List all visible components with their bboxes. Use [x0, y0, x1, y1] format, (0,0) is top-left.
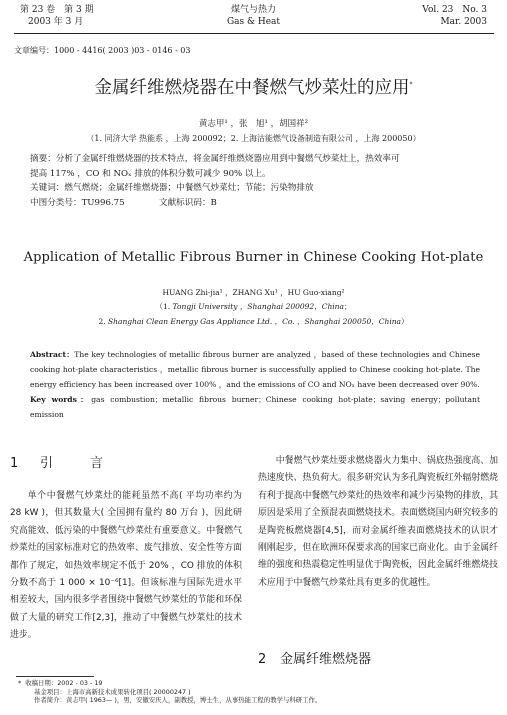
- section-1-body: [10, 488, 242, 645]
- title-zh-block: [0, 74, 507, 99]
- affiliation-en-1-end: ；: [343, 302, 352, 311]
- abstract-zh-line-1: 摘要：分析了金属纤维燃烧器的技术特点，将金属纤维燃烧器应用到中餐燃气炒菜灶上，热效率可: [30, 154, 400, 164]
- affiliation-en-2-org: Shanghai Clean Energy Gas Appliance Ltd. ，Co. ，Shanghai 200050，China: [108, 317, 402, 326]
- footnote-author: 作者简介：黄志甲( 1963— )，男，安徽安庆人，副教授，博士生，从事热能工程的教学与科研工作。: [34, 696, 322, 704]
- keywords-en-label: Key words：: [30, 395, 92, 404]
- abstract-en-body: [30, 347, 480, 392]
- affiliation-zh: （1. 同济大学 热能系 ，上海 200092；2. 上海沽能燃气设备制造有限公司 ，上海 200050）: [86, 134, 421, 143]
- abstract-en-text: The key technologies of metallic fibrous burner are analyzed ，based of these technologies and Chinese cooking hot-plate characteristics ，metallic fibrous burner is successfully applied to Chinese cooking hot-plate. The energy efficiency has been increased over 100% ，and the emissions of CO and NOₓ have been decreased over 90%.: [30, 350, 480, 389]
- footnote-rule: [16, 676, 94, 677]
- header-date-en: Mar. 2003: [440, 17, 487, 27]
- header-date-zh: 2003 年 3 月: [28, 17, 84, 27]
- section-1-heading: [10, 456, 103, 472]
- keywords-en-body: [30, 392, 480, 422]
- section-1-paragraph: 单个中餐燃气炒菜灶的能耗虽然不高( 平均功率约为 28 kW )，但其数量大( 全国拥有量约 80 万台 )，因此研究高能效、低污染的中餐燃气炒菜灶有重要意义。中餐燃气炒菜灶的国家标准对它的热效率、废气排放、安全性等方面都作了规定，如热效率规定不低于 20% ，CO 排放的体积分数不高于 1 000 × 10⁻⁶[1]。但该标准与国际先进水平相差较大，国内很多学者围绕中餐燃气炒菜灶的节能和环保做了大量的研究工作[2,3]，推动了中餐燃气炒菜灶的技术进步。: [10, 491, 242, 641]
- section-2-heading: [258, 652, 371, 668]
- keywords-en-text: gas combustion；metallic fibrous burner；Chinese cooking hot-plate；saving energy；pollutant emission: [30, 395, 481, 419]
- affiliation-en-2-end: ）: [401, 317, 409, 326]
- right-column-body: [258, 453, 498, 592]
- abstract-zh: [30, 152, 480, 210]
- section-1-title-a: 引: [40, 456, 54, 471]
- header-rule: [14, 33, 494, 34]
- affiliation-en-1: [0, 301, 507, 312]
- section-1-title-b: 言: [90, 456, 104, 471]
- header-volume-issue-zh: 第 23 卷 第 3 期: [20, 5, 94, 15]
- article-number: 文章编号：1000 - 4416( 2003 )03 - 0146 - 03: [14, 46, 191, 55]
- affiliation-en-1-num: （1.: [155, 302, 173, 311]
- authors-zh: 黄志甲¹ ，张 旭¹ ，胡国祥²: [198, 119, 309, 129]
- affiliation-en-2: [0, 316, 507, 327]
- keywords-zh: 关键词：燃气燃烧；金属纤维燃烧器；中餐燃气炒菜灶；节能；污染物排放: [30, 183, 314, 193]
- section-2-number: 2: [258, 652, 267, 667]
- section-1-number: 1: [10, 456, 19, 471]
- footnote-received-text: 收稿日期：2002 - 03 - 19: [25, 679, 103, 687]
- title-zh: 金属纤维燃烧器在中餐燃气炒菜灶的应用: [94, 77, 410, 98]
- abstract-en: [30, 347, 480, 422]
- right-column-paragraph: 中餐燃气炒菜灶要求燃烧器火力集中、锅底热强度高、加热速度快、热负荷大。很多研究认为多孔陶瓷板红外辐射燃烧有利于提高中餐燃气炒菜灶的热效率和减少污染物的排放，其原因是采用了全预混表面燃烧技术。表面燃烧国内研究较多的是陶瓷板燃烧器[4,5]，而对金属纤维表面燃烧技术的认识才刚刚起步，但在欧洲环保要求高的国家已商业化。由于金属纤维的强度和热震稳定性明显优于陶瓷板，因此金属纤维燃烧技术应用于中餐燃气炒菜灶具有更多的优越性。: [258, 456, 498, 588]
- footnotes: [18, 679, 321, 705]
- header-volume-en-block: [422, 4, 487, 28]
- footnote-received: [18, 679, 321, 688]
- classification-zh: 中图分类号：TU996.75 文献标识码：B: [30, 197, 217, 208]
- footnote-fund: 基金项目：上海市高新技术成果转化项目( 20000247 ): [34, 687, 191, 696]
- affiliation-en-2-num: 2.: [98, 317, 109, 326]
- header-journal-zh: 煤气与热力: [230, 5, 276, 15]
- title-footnote-mark: *: [409, 81, 413, 88]
- footnote-star: *: [18, 679, 26, 687]
- section-2-title: 金属纤维燃烧器: [280, 652, 372, 667]
- abstract-zh-line-2: 提高 117% ，CO 和 NOₓ 排放的体积分数可减少 90% 以上。: [30, 168, 271, 179]
- abstract-en-label: Abstract：: [30, 350, 75, 359]
- authors-en: HUANG Zhi-jia¹ ，ZHANG Xu¹ ，HU Guo-xiang²: [162, 288, 345, 297]
- title-en: Application of Metallic Fibrous Burner in Chinese Cooking Hot-plate: [23, 250, 484, 265]
- header-volume-issue-en: Vol. 23 No. 3: [422, 5, 487, 15]
- header-journal-en: Gas & Heat: [226, 17, 281, 27]
- affiliation-en-1-org: Tongji University ，Shanghai 200092，China: [172, 302, 344, 311]
